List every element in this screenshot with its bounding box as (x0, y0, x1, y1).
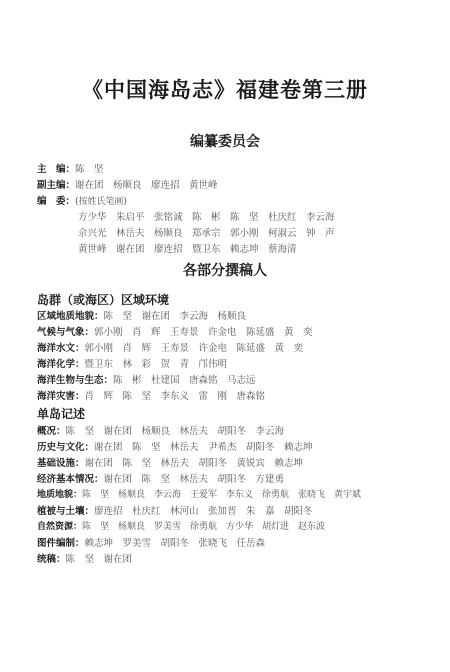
author-row (37, 471, 284, 485)
row-names: 谢在团 陈 坚 林岳夫 胡阳冬 黄锐宾 赖志坤 (84, 458, 304, 469)
row-names: 暨卫东 林 彩 贺 青 邝伟明 (84, 359, 228, 370)
section-heading: 单岛记述 (37, 407, 86, 421)
row-label: 海洋灾害： (37, 391, 85, 402)
committee-row (78, 241, 297, 255)
row-label: 概况： (37, 426, 66, 437)
committee-heading: 编纂委员会 (190, 134, 260, 150)
author-row (37, 455, 303, 469)
row-names: 肖 辉 陈 坚 李东义 雷 刚 唐森铭 (84, 391, 266, 402)
author-row (37, 551, 132, 565)
row-names: 陈 坚 谢在团 杨顺良 林岳夫 胡阳冬 李云海 (65, 426, 285, 437)
row-label: 地质地貌： (37, 490, 83, 500)
committee-row (78, 209, 335, 223)
row-label: 植被与土壤： (37, 506, 95, 517)
row-names: 陈 坚 杨顺良 罗美雪 徐勇航 方少华 胡灯进 赵东波 (82, 522, 326, 532)
row-label: 历史与文化： (37, 442, 95, 453)
author-row (37, 372, 256, 386)
row-names: (按姓氏笔画) (75, 197, 128, 207)
row-label: 统稿： (37, 554, 66, 565)
author-row (37, 356, 227, 370)
row-label: 副主编： (37, 180, 76, 191)
row-names: 郭小刚 肖 辉 王寿景 许金电 陈延盛 黄 奕 (84, 343, 304, 354)
author-row (37, 487, 361, 500)
row-names: 陈 坚 (75, 164, 104, 175)
row-names: 黄世峰 谢在团 廖连招 暨卫东 赖志坤 蔡海清 (78, 244, 297, 255)
row-names: 谢在团 陈 坚 林岳夫 尹希杰 胡阳冬 赖志坤 (94, 442, 313, 453)
row-names: 陈 彬 杜建国 唐森铭 马志远 (113, 375, 256, 386)
row-label: 海洋生物与生态： (37, 375, 114, 386)
author-row (37, 439, 313, 453)
row-names: 谢在团 杨顺良 廖连招 黄世峰 (75, 180, 218, 191)
authors-heading: 各部分撰稿人 (183, 263, 267, 279)
row-names: 陈 坚 杨顺良 李云海 王爱军 李东义 徐勇航 张晓飞 黄宇斌 (82, 490, 362, 500)
author-row (37, 388, 265, 402)
row-label: 主 编： (37, 164, 76, 175)
author-row (37, 340, 303, 354)
row-label: 经济基本情况： (37, 474, 104, 485)
row-names: 陈 坚 谢在团 (65, 554, 133, 565)
section-heading: 岛群（或海区）区域环境 (37, 293, 170, 307)
row-names: 郭小刚 肖 辉 王寿景 许金电 陈延盛 黄 奕 (94, 327, 313, 338)
author-row (37, 535, 265, 549)
row-label: 基础设施： (37, 458, 85, 469)
author-row (37, 308, 246, 322)
author-row (37, 519, 325, 532)
row-names: 赖志坤 罗美雪 胡阳冬 张晓飞 任岳森 (84, 538, 266, 549)
row-label: 海洋水文： (37, 343, 85, 354)
book-title: 《中国海岛志》福建卷第三册 (82, 77, 368, 102)
row-names: 佘兴光 林岳夫 杨顺良 郑承宗 郭小刚 柯淑云 钟 声 (78, 228, 335, 239)
committee-row (37, 161, 104, 175)
row-label: 气候与气象： (37, 327, 95, 338)
row-label: 海洋化学： (37, 359, 85, 370)
row-names: 陈 坚 谢在团 李云海 杨顺良 (103, 311, 247, 322)
row-label: 区域地质地貌： (37, 311, 104, 322)
committee-row (37, 193, 127, 207)
author-row (37, 503, 313, 517)
row-names: 廖连招 杜庆红 林河山 张加晋 朱 嘉 胡阳冬 (94, 506, 313, 517)
row-names: 方少华 朱启平 张铭诚 陈 彬 陈 坚 杜庆红 李云海 (78, 212, 335, 223)
committee-row (78, 225, 335, 239)
author-row (37, 324, 313, 338)
row-label: 自然资源： (37, 522, 83, 532)
row-label: 图件编制： (37, 538, 85, 549)
author-row (37, 423, 284, 437)
row-label: 编 委： (37, 196, 76, 207)
committee-row (37, 177, 218, 191)
row-names: 谢在团 陈 坚 林岳夫 胡阳冬 方建勇 (103, 474, 285, 485)
